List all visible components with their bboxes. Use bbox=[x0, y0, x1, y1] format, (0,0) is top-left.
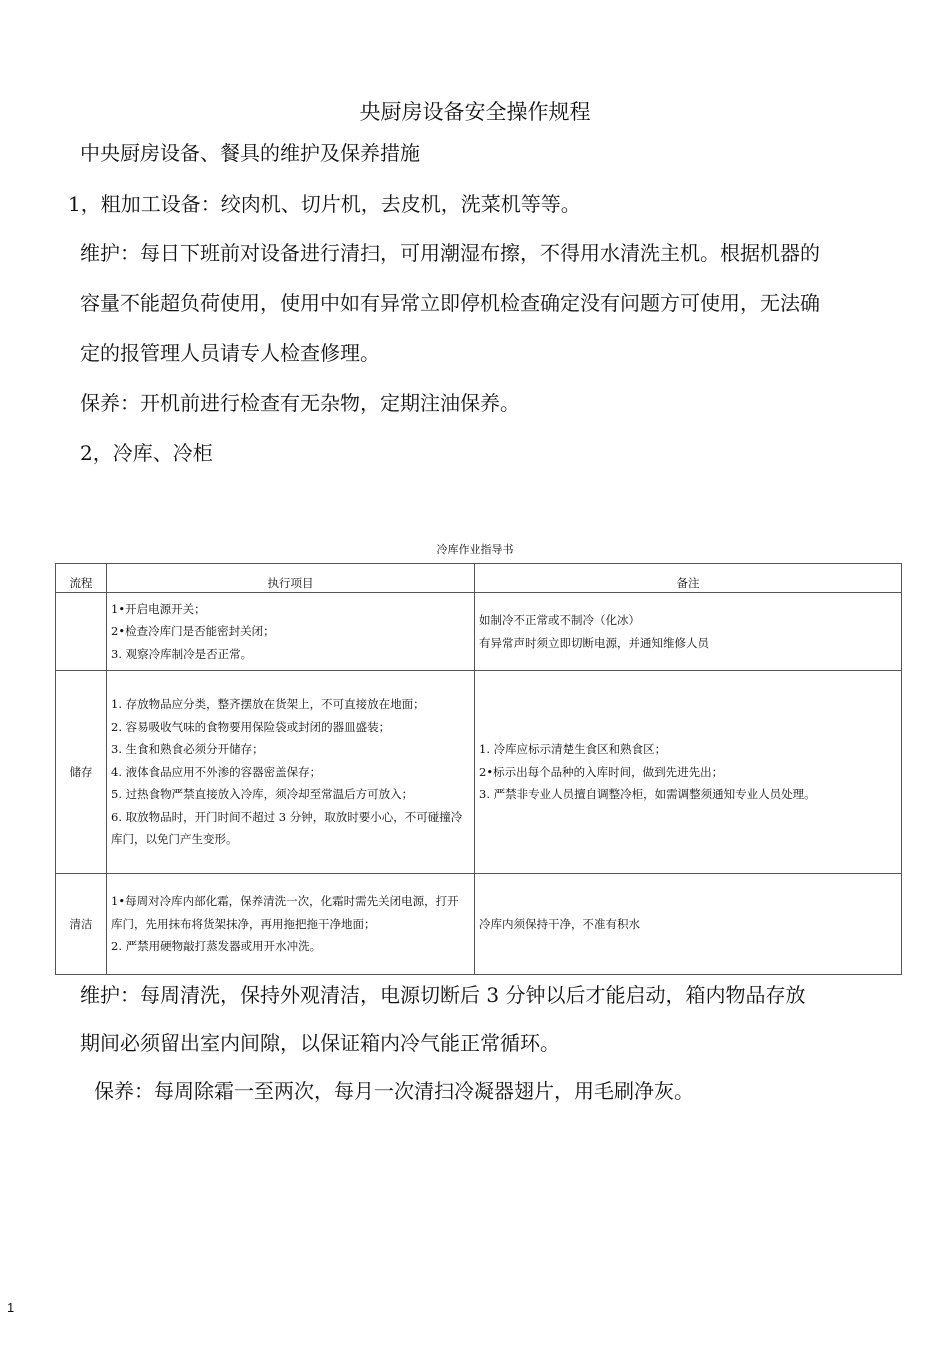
list-item: 2. 容易吸收气味的食物要用保险袋或封闭的器皿盛装； bbox=[111, 719, 391, 734]
table-row bbox=[56, 671, 902, 874]
table-header-row bbox=[56, 564, 902, 593]
header-items: 执行项目 bbox=[107, 564, 475, 593]
cold-maintenance-line-2: 期间必须留出室内间隙，以保证箱内冷气能正常循环。 bbox=[80, 1031, 560, 1055]
list-item: 有异常声时须立即切断电源，并通知维修人员 bbox=[479, 635, 709, 650]
list-item: 1. 冷库应标示清楚生食区和熟食区； bbox=[479, 742, 667, 757]
items-cell bbox=[107, 874, 475, 975]
item-heading-coarse-processing: 1，粗加工设备：绞肉机、切片机，去皮机，洗菜机等等。 bbox=[68, 192, 581, 216]
list-item: 2. 严禁用硬物敲打蒸发器或用开水冲洗。 bbox=[111, 939, 322, 954]
page-number: 1 bbox=[7, 1300, 15, 1315]
list-item: 2•标示出每个品种的入库时间，做到先进先出； bbox=[479, 764, 724, 779]
cold-maintenance-line-1: 维护：每周清洗，保持外观清洁，电源切断后 3 分钟以后才能启动，箱内物品存放 bbox=[80, 983, 806, 1007]
list-item: 1•每周对冷库内部化霜，保养清洗一次，化霜时需先关闭电源，打开库门，先用抹布将货架抹净，再用拖把拖干净地面； bbox=[111, 894, 459, 931]
header-notes: 备注 bbox=[475, 564, 902, 593]
list-item: 冷库内须保持干净，不准有积水 bbox=[479, 916, 640, 931]
process-cell bbox=[56, 593, 107, 671]
list-item: 3. 严禁非专业人员擅自调整冷柜，如需调整须通知专业人员处理。 bbox=[479, 787, 816, 802]
cold-upkeep-text: 保养：每周除霜一至两次，每月一次清扫冷凝器翅片，用毛刷净灰。 bbox=[94, 1079, 694, 1103]
list-item: 2•检查冷库门是否能密封关闭； bbox=[111, 624, 275, 639]
list-item: 1•开启电源开关； bbox=[111, 601, 206, 616]
list-item: 3. 生食和熟食必须分开储存； bbox=[111, 742, 264, 757]
notes-cell bbox=[475, 671, 902, 874]
section-heading: 中央厨房设备、餐具的维护及保养措施 bbox=[80, 141, 420, 165]
upkeep-text: 保养：开机前进行检查有无杂物，定期注油保养。 bbox=[80, 391, 520, 415]
list-item: 6. 取放物品时，开门时间不超过 3 分钟，取放时要小心，不可碰撞冷库门，以免门产生变形。 bbox=[111, 809, 463, 847]
notes-cell bbox=[475, 874, 902, 975]
maintenance-text-line-2: 容量不能超负荷使用，使用中如有异常立即停机检查确定没有问题方可使用，无法确 bbox=[80, 291, 820, 315]
items-cell bbox=[107, 671, 475, 874]
process-cell: 清洁 bbox=[56, 874, 107, 975]
list-item: 1. 存放物品应分类，整齐摆放在货架上，不可直接放在地面； bbox=[111, 697, 425, 712]
table-row bbox=[56, 874, 902, 975]
process-cell: 储存 bbox=[56, 671, 107, 874]
maintenance-text-line-1: 维护：每日下班前对设备进行清扫，可用潮湿布擦，不得用水清洗主机。根据机器的 bbox=[80, 241, 820, 265]
list-item: 3. 观察冷库制冷是否正常。 bbox=[111, 646, 253, 661]
item-heading-cold-storage: 2，冷库、冷柜 bbox=[80, 441, 213, 465]
notes-cell bbox=[475, 593, 902, 671]
table-row bbox=[56, 593, 902, 671]
list-item: 如制冷不正常或不制冷（化冰） bbox=[479, 613, 640, 627]
maintenance-text-line-3: 定的报管理人员请专人检查修理。 bbox=[80, 341, 380, 365]
items-cell bbox=[107, 593, 475, 671]
list-item: 4. 液体食品应用不外渗的容器密盖保存； bbox=[111, 764, 322, 779]
table-caption: 冷库作业指导书 bbox=[436, 543, 514, 556]
header-process: 流程 bbox=[56, 564, 107, 593]
cold-storage-guide-table bbox=[55, 563, 902, 975]
document-title: 央厨房设备安全操作规程 bbox=[359, 100, 591, 124]
list-item: 5. 过热食物严禁直接放入冷库，须冷却至常温后方可放入； bbox=[111, 787, 414, 802]
